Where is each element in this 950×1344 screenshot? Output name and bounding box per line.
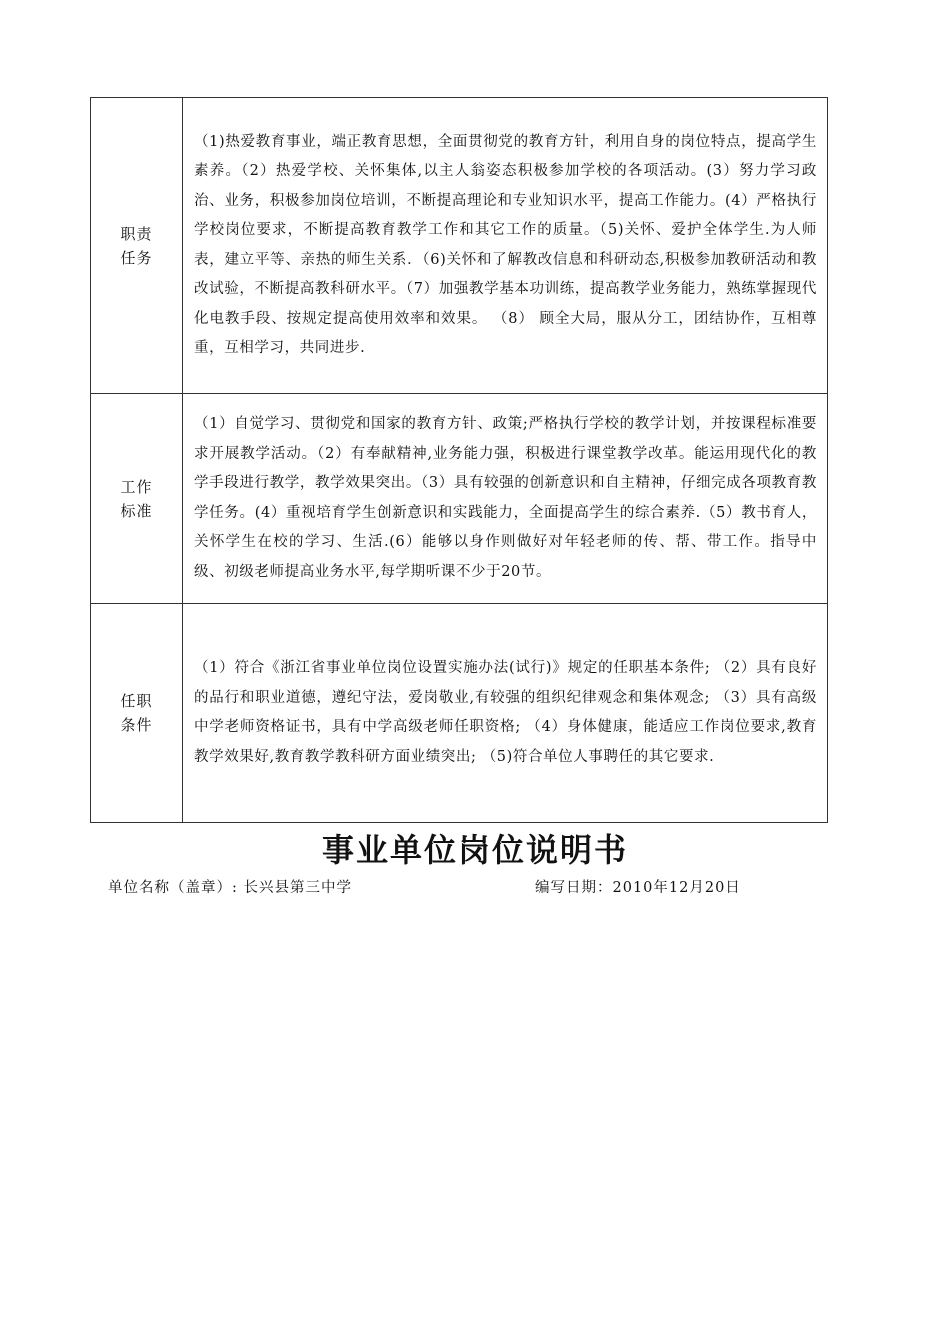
row-label-qualifications	[91, 604, 183, 823]
row-content-duties: （1)热爱教育事业，端正教育思想，全面贯彻党的教育方针，利用自身的岗位特点，提高学生素养。（2）热爱学校、关怀集体,以主人翁姿态积极参加学校的各项活动。(3）努力学习政治、业务，积极参加岗位培训，不断提高理论和专业知识水平，提高工作能力。(4）严格执行学校岗位要求，不断提高教育教学工作和其它工作的质量。（5)关怀、爱护全体学生.为人师表，建立平等、亲热的师生关系．（6)关怀和了解教改信息和科研动态,积极参加教研活动和教改试验，不断提高教科研水平。（7）加强教学基本功训练，提高教学业务能力，熟练掌握现代化电教手段、按规定提高使用效率和效果。 （8） 顾全大局，服从分工，团结协作，互相尊重，互相学习，共同进步.	[183, 98, 828, 394]
row-label-line: 职责	[120, 224, 153, 243]
row-label-line: 任务	[120, 248, 153, 267]
compile-date: 编写日期：2010年12月20日	[535, 880, 741, 896]
job-description-table	[90, 97, 828, 823]
row-label-line: 条件	[120, 716, 153, 734]
table-row-qualifications	[91, 604, 828, 823]
table-row-standards	[91, 394, 828, 604]
row-label-duties	[91, 98, 183, 394]
row-label-line: 标准	[120, 501, 153, 520]
row-label-standards	[91, 394, 183, 604]
row-content-standards: （1）自觉学习、贯彻党和国家的教育方针、政策;严格执行学校的教学计划，并按课程标准要求开展教学活动。（2）有奉献精神,业务能力强，积极进行课堂教学改革。能运用现代化的教学手段进行教学，教学效果突出。（3）具有较强的创新意识和自主精神，仔细完成各项教育教学任务。(4）重视培育学生创新意识和实践能力，全面提高学生的综合素养.（5）教书育人，关怀学生在校的学习、生活.(6）能够以身作则做好对年轻老师的传、帮、带工作。指导中级、初级老师提高业务水平,每学期听课不少于20节。	[183, 394, 828, 604]
row-content-qualifications: （1）符合《浙江省事业单位岗位设置实施办法(试行)》规定的任职基本条件; （2）具有良好的品行和职业道德，遵纪守法，爱岗敬业,有较强的组织纪律观念和集体观念; （3）具有高级中学老师资格证书，具有中学高级老师任职资格; （4）身体健康，能适应工作岗位要求,教育教学效果好,教育教学教科研方面业绩突出; （5)符合单位人事聘任的其它要求.	[183, 604, 828, 823]
document-title: 事业单位岗位说明书	[321, 831, 628, 869]
row-label-line: 工作	[120, 477, 153, 496]
unit-name: 单位名称（盖章）: 长兴县第三中学	[108, 880, 352, 896]
row-label-line: 任职	[120, 692, 153, 710]
table-row-duties	[91, 98, 828, 394]
